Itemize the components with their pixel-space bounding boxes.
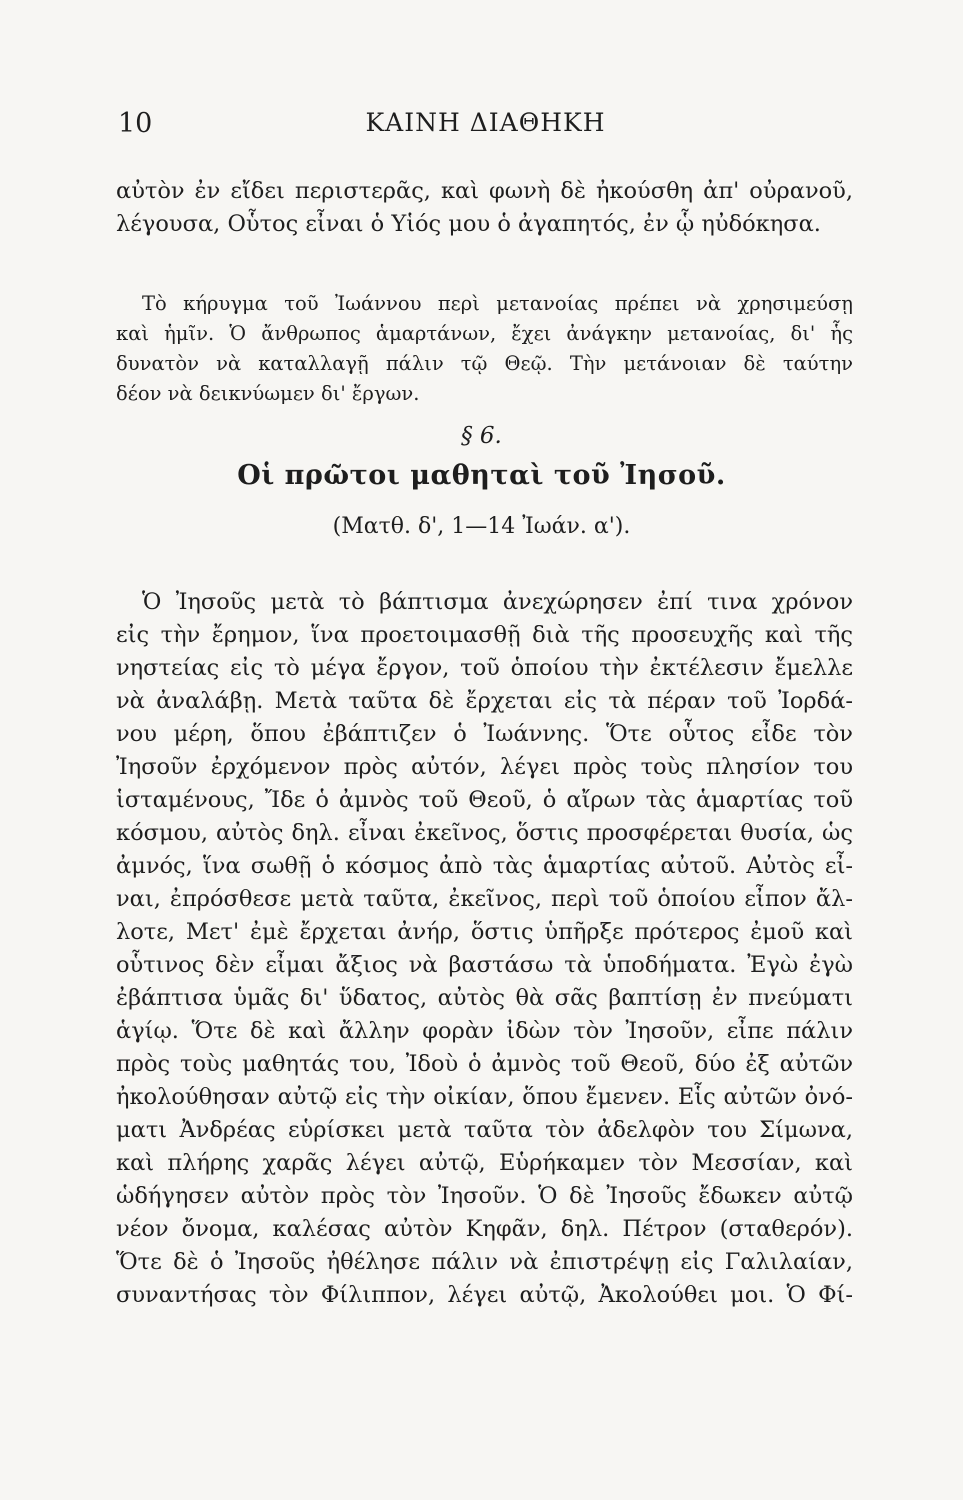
page-number: 10 [118,108,153,139]
text-line: νου μέρη, ὅπου ἐβάπτιζεν ὁ Ἰωάννης. Ὅτε οὗτος εἶδε τὸν [116,721,853,747]
text-line: καὶ πλήρης χαρᾶς λέγει αὐτῷ, Εὑρήκαμεν τὸν Μεσσίαν, καὶ [116,1150,853,1176]
text-line: Ἰησοῦν ἐρχόμενον πρὸς αὐτόν, λέγει πρὸς τοὺς πλησίον του [116,754,853,780]
text-line: ἀμνός, ἵνα σωθῇ ὁ κόσμος ἀπὸ τὰς ἁμαρτίας αὐτοῦ. Αὐτὸς εἶ- [116,853,853,879]
section-reference: (Ματθ. δ', 1—14 Ἰωάν. α'). [332,514,631,539]
paragraph-3 [116,586,853,1312]
text-line: λέγουσα, Οὗτος εἶναι ὁ Υἱός μου ὁ ἀγαπητός, ἐν ᾧ ηὐδόκησα. [116,211,821,237]
text-line: ἱσταμένους, Ἴδε ὁ ἀμνὸς τοῦ Θεοῦ, ὁ αἴρων τὰς ἁμαρτίας τοῦ [116,787,853,813]
section-title: Οἱ πρῶτοι μαθηταὶ τοῦ Ἰησοῦ. [237,460,726,491]
section-number: § 6. [461,423,502,449]
text-line: Ὁ Ἰησοῦς μετὰ τὸ βάπτισμα ἀνεχώρησεν ἐπί τινα χρόνον [142,589,853,615]
page-header [118,108,853,148]
text-line: Ὅτε δὲ ὁ Ἰησοῦς ἠθέλησε πάλιν νὰ ἐπιστρέψῃ εἰς Γαλιλαίαν, [116,1249,853,1275]
text-line: ἐβάπτισα ὑμᾶς δι' ὕδατος, αὐτὸς θὰ σᾶς βαπτίσῃ ἐν πνεύματι [116,985,853,1011]
text-line: νέον ὄνομα, καλέσας αὐτὸν Κηφᾶν, δηλ. Πέτρον (σταθερόν). [116,1216,853,1242]
running-title: ΚΑΙΝΗ ΔΙΑΘΗΚΗ [365,108,606,137]
text-line: νὰ ἀναλάβῃ. Μετὰ ταῦτα δὲ ἔρχεται εἰς τὰ πέραν τοῦ Ἰορδά- [116,688,853,714]
text-line: νηστείας εἰς τὸ μέγα ἔργον, τοῦ ὁποίου τὴν ἐκτέλεσιν ἔμελλε [116,655,853,681]
text-line: αὐτὸν ἐν εἴδει περιστερᾶς, καὶ φωνὴ δὲ ἠκούσθη ἀπ' οὐρανοῦ, [116,178,853,204]
text-line: οὗτινος δὲν εἶμαι ἄξιος νὰ βαστάσω τὰ ὑποδήματα. Ἐγὼ ἐγὼ [116,952,853,978]
text-line: ματι Ἀνδρέας εὑρίσκει μετὰ ταῦτα τὸν ἀδελφὸν του Σίμωνα, [116,1117,853,1143]
text-line: καὶ ἡμῖν. Ὁ ἄνθρωπος ἁμαρτάνων, ἔχει ἀνάγκην μετανοίας, δι' ἧς [116,322,853,345]
text-line: συναντήσας τὸν Φίλιππον, λέγει αὐτῷ, Ἀκολούθει μοι. Ὁ Φί- [116,1282,853,1308]
text-line: ἠκολούθησαν αὐτῷ εἰς τὴν οἰκίαν, ὅπου ἔμενεν. Εἷς αὐτῶν ὀνό- [116,1084,853,1110]
text-line: ὡδήγησεν αὐτὸν πρὸς τὸν Ἰησοῦν. Ὁ δὲ Ἰησοῦς ἔδωκεν αὐτῷ [116,1183,853,1209]
text-line: Τὸ κήρυγμα τοῦ Ἰωάννου περὶ μετανοίας πρέπει νὰ χρησιμεύσῃ [142,292,853,315]
text-line: κόσμου, αὐτὸς δηλ. εἶναι ἐκεῖνος, ὅστις προσφέρεται θυσία, ὡς [116,820,853,846]
text-line: εἰς τὴν ἔρημον, ἵνα προετοιμασθῇ διὰ τῆς προσευχῆς καὶ τῆς [116,622,853,648]
text-line: ναι, ἐπρόσθεσε μετὰ ταῦτα, ἐκεῖνος, περὶ τοῦ ὁποίου εἶπον ἄλ- [116,886,853,912]
paragraph-2 [116,289,853,409]
text-line: πρὸς τοὺς μαθητάς του, Ἰδοὺ ὁ ἀμνὸς τοῦ Θεοῦ, δύο ἐξ αὐτῶν [116,1051,853,1077]
text-line: δυνατὸν νὰ καταλλαγῇ πάλιν τῷ Θεῷ. Τὴν μετάνοιαν δὲ ταύτην [116,352,853,375]
text-line: δέον νὰ δεικνύωμεν δι' ἔργων. [116,382,420,405]
text-line: λοτε, Μετ' ἐμὲ ἔρχεται ἀνήρ, ὅστις ὑπῆρξε πρότερος ἐμοῦ καὶ [116,919,853,945]
text-line: ἁγίῳ. Ὅτε δὲ καὶ ἄλλην φορὰν ἰδὼν τὸν Ἰησοῦν, εἶπε πάλιν [116,1018,853,1044]
paragraph-1 [116,175,853,241]
